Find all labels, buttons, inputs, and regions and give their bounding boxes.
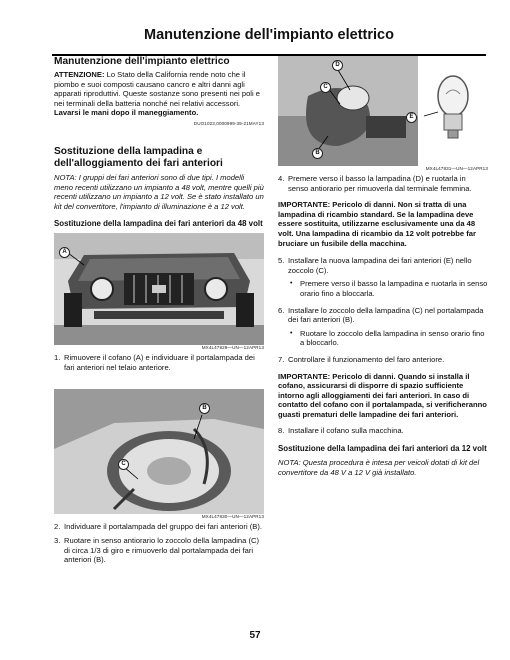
step-6-bullet-text: Ruotare lo zoccolo della lampadina in senso orario fino a bloccarlo. bbox=[300, 328, 485, 348]
step-4-text: Premere verso il basso la lampadina (D) e ruotarla in senso antiorario per rimuoverla dal terminale femmina. bbox=[288, 174, 472, 193]
right-column bbox=[278, 56, 488, 477]
section-title-headlight: Sostituzione della lampadina e dell'alloggiamento dei fari anteriori bbox=[54, 145, 223, 169]
step-8: 8. Installare il cofano sulla macchina. bbox=[278, 426, 404, 436]
callout-d: D bbox=[332, 60, 343, 71]
figure2-caption: MX4L47830—UN—12APR13 bbox=[201, 513, 264, 519]
step-5: 5. Installare la nuova lampadina dei fari anteriori (E) nello zoccolo (C). bbox=[278, 256, 488, 275]
callout-e: E bbox=[406, 112, 417, 123]
note-headlight-types: NOTA: I gruppi dei fari anteriori sono di due tipi. I modelli meno recenti utilizzano un impianto a 48 volt, mentre quelli più recenti utilizzano un impianto a 12 volt. Se è stato installato un kit del convertitore, l'impianto di illuminazione è a 12 volt. bbox=[54, 172, 264, 211]
page-header bbox=[52, 24, 486, 56]
vehicle-front-image bbox=[54, 233, 264, 345]
callout-b-right: B bbox=[312, 148, 323, 159]
warning-label: ATTENZIONE: bbox=[54, 70, 105, 79]
section-title-electrical: Manutenzione dell'impianto elettrico bbox=[54, 56, 230, 67]
figure-bulb-socket bbox=[278, 56, 488, 166]
important-2-label: IMPORTANTE: bbox=[278, 371, 331, 381]
step-4: 4. Premere verso il basso la lampadina (D) e ruotarla in senso antiorario per rimuoverla dal terminale femmina. bbox=[278, 174, 488, 193]
page-number: 57 bbox=[249, 630, 261, 641]
figure-headlight-housing bbox=[54, 389, 264, 514]
callout-c: C bbox=[118, 459, 129, 470]
callout-a: A bbox=[59, 247, 70, 258]
reference-code: DUO1023,0000999-39-21MAY13 bbox=[193, 120, 264, 126]
figure-vehicle-front bbox=[54, 233, 264, 345]
step-5-bullet-text: Premere verso il basso la lampadina e ruotarla in senso orario fino a bloccarla. bbox=[300, 279, 488, 298]
bulb-socket-image bbox=[278, 56, 488, 166]
important-2 bbox=[278, 372, 488, 420]
callout-b: B bbox=[199, 403, 210, 414]
warning-text: Lo Stato della California rende noto che il piombo e suoi composti causano cancro e altri danni agli apparati riproduttivi. Queste sostanze sono presenti nei poli e nei terminali della batteria nonché nei relativi accessori. bbox=[54, 70, 260, 108]
step-1-text: Rimuovere il cofano (A) e individuare il portalampada dei fari anteriori nel telaio anteriore. bbox=[64, 353, 255, 372]
subhead-12-volt: Sostituzione della lampadina dei fari anteriori da 12 volt bbox=[278, 444, 487, 454]
step-2: 2. Individuare il portalampada del gruppo dei fari anteriori (B). bbox=[54, 521, 262, 531]
step-6-bullet: • Ruotare lo zoccolo della lampadina in senso orario fino a bloccarlo. bbox=[278, 329, 488, 348]
headlight-housing-image bbox=[54, 389, 264, 514]
page-title: Manutenzione dell'impianto elettrico bbox=[144, 27, 394, 43]
warning-paragraph bbox=[54, 70, 264, 118]
callout-c-right: C bbox=[320, 82, 331, 93]
important-1-label: IMPORTANTE: bbox=[278, 200, 331, 210]
step-3-text: Ruotare in senso antiorario lo zoccolo della lampadina (C) di circa 1/3 di giro e rimuoverlo dal portalampada dei fari anteriori (B). bbox=[64, 536, 260, 565]
step-6-text: Installare lo zoccolo della lampadina (C) nel portalampada dei fari anteriori (B). bbox=[288, 305, 484, 325]
figure1-caption: MX4L47829—UN—12APR13 bbox=[201, 345, 264, 351]
important-2-text: Pericolo di danni. Quando si installa il cofano, assicurarsi di disporre di spazio sufficiente intorno agli alloggiamenti dei fari anteriori. In caso di contatto del cofano con il portalampada, si verificheranno guasti prematuri delle lampadine dei fari anteriori. bbox=[278, 371, 487, 419]
warning-bold-text: Lavarsi le mani dopo il maneggiamento. bbox=[54, 108, 199, 118]
step-6: 6. Installare lo zoccolo della lampadina (C) nel portalampada dei fari anteriori (B). bbox=[278, 306, 488, 325]
step-7-text: Controllare il funzionamento del faro anteriore. bbox=[288, 354, 445, 364]
step-8-text: Installare il cofano sulla macchina. bbox=[288, 426, 404, 436]
subhead-48-volt: Sostituzione della lampadina dei fari anteriori da 48 volt bbox=[54, 219, 263, 229]
step-5-bullet: • Premere verso il basso la lampadina e ruotarla in senso orario fino a bloccarla. bbox=[290, 279, 488, 298]
important-1-text: Pericolo di danni. Non si tratta di una lampadina di ricambio standard. Se la lampadina deve essere sostituita, utilizzarne esclusivamente una da 48 volt. Una lampadina di ricambio da 12 volt potrebbe far bruciare un fusibile della macchina. bbox=[278, 200, 476, 248]
step-2-text: Individuare il portalampada del gruppo dei fari anteriori (B). bbox=[64, 521, 262, 531]
step-5-text: Installare la nuova lampadina dei fari anteriori (E) nello zoccolo (C). bbox=[288, 256, 472, 275]
step-7: 7. Controllare il funzionamento del faro anteriore. bbox=[278, 354, 445, 364]
figure3-caption: MX4L47831—UN—12APR13 bbox=[425, 166, 488, 171]
important-1 bbox=[278, 200, 488, 248]
left-column bbox=[54, 56, 264, 565]
step-3: 3. Ruotare in senso antiorario lo zoccolo della lampadina (C) di circa 1/3 di giro e rimuoverlo dal portalampada dei fari anteriori (B). bbox=[54, 536, 264, 565]
note-12-volt: NOTA: Questa procedura è intesa per veicoli dotati di kit del convertitore da 48 V a 12 V già installato. bbox=[278, 458, 480, 477]
step-1: 1. Rimuovere il cofano (A) e individuare il portalampada dei fari anteriori nel telaio anteriore. bbox=[54, 353, 264, 372]
